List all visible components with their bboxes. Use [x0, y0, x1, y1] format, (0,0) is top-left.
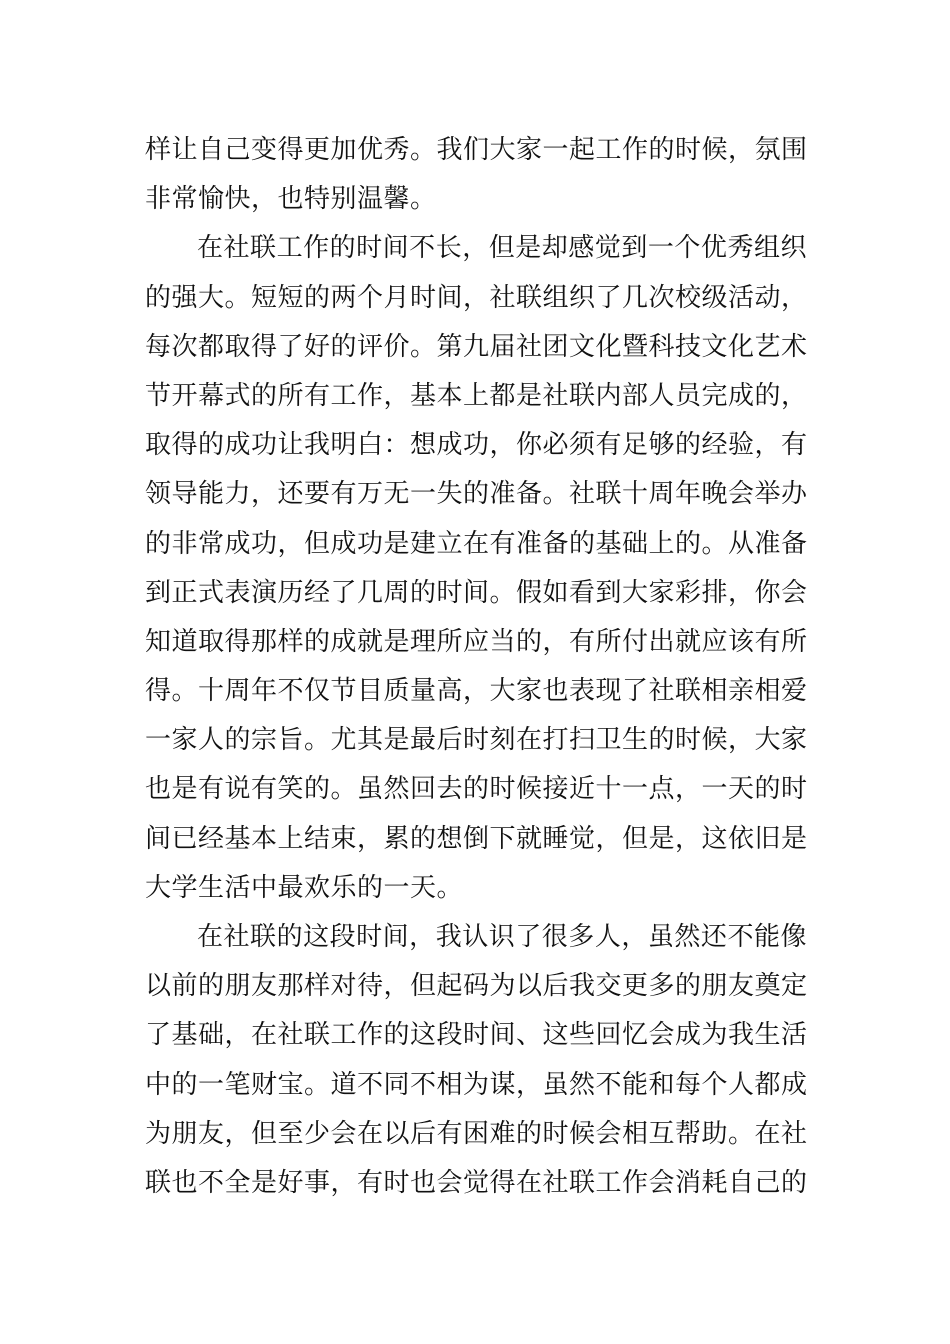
text-line: 为朋友，但至少会在以后有困难的时候会相互帮助。在社 [145, 1118, 808, 1149]
text-line: 取得的成功让我明白：想成功，你必须有足够的经验，有 [145, 430, 808, 461]
text-line: 知道取得那样的成就是理所应当的，有所付出就应该有所 [145, 626, 808, 657]
text-line: 节开幕式的所有工作，基本上都是社联内部人员完成的， [145, 380, 808, 411]
text-line: 样让自己变得更加优秀。我们大家一起工作的时候，氛围 [145, 135, 808, 165]
text-line: 到正式表演历经了几周的时间。假如看到大家彩排，你会 [145, 577, 808, 608]
text-line: 了基础，在社联工作的这段时间、这些回忆会成为我生活 [145, 1020, 808, 1051]
text-line: 在社联的这段时间，我认识了很多人，虽然还不能像 [197, 922, 807, 952]
paragraph-3 [145, 913, 807, 1208]
text-line: 联也不全是好事，有时也会觉得在社联工作会消耗自己的 [145, 1167, 808, 1198]
text-line: 间已经基本上结束，累的想倒下就睡觉，但是，这依旧是 [145, 823, 808, 854]
text-line: 也是有说有笑的。虽然回去的时候接近十一点，一天的时 [145, 774, 808, 805]
text-line: 以前的朋友那样对待，但起码为以后我交更多的朋友奠定 [145, 971, 808, 1002]
text-line: 的非常成功，但成功是建立在有准备的基础上的。从准备 [145, 528, 808, 559]
text-line: 一家人的宗旨。尤其是最后时刻在打扫卫生的时候，大家 [145, 725, 808, 756]
text-line: 领导能力，还要有万无一失的准备。社联十周年晚会举办 [145, 479, 808, 510]
paragraph-1 [145, 126, 807, 224]
paragraph-2 [145, 224, 807, 913]
text-line: 非常愉快，也特别温馨。 [145, 184, 437, 215]
text-line: 中的一笔财宝。道不同不相为谋，虽然不能和每个人都成 [145, 1069, 808, 1100]
text-line: 在社联工作的时间不长，但是却感觉到一个优秀组织 [197, 233, 807, 264]
text-line: 的强大。短短的两个月时间，社联组织了几次校级活动， [145, 282, 808, 313]
document-body [145, 126, 807, 1208]
text-line: 每次都取得了好的评价。第九届社团文化暨科技文化艺术 [145, 331, 808, 362]
text-line: 得。十周年不仅节目质量高，大家也表现了社联相亲相爱 [145, 676, 808, 707]
text-line: 大学生活中最欢乐的一天。 [145, 872, 464, 903]
